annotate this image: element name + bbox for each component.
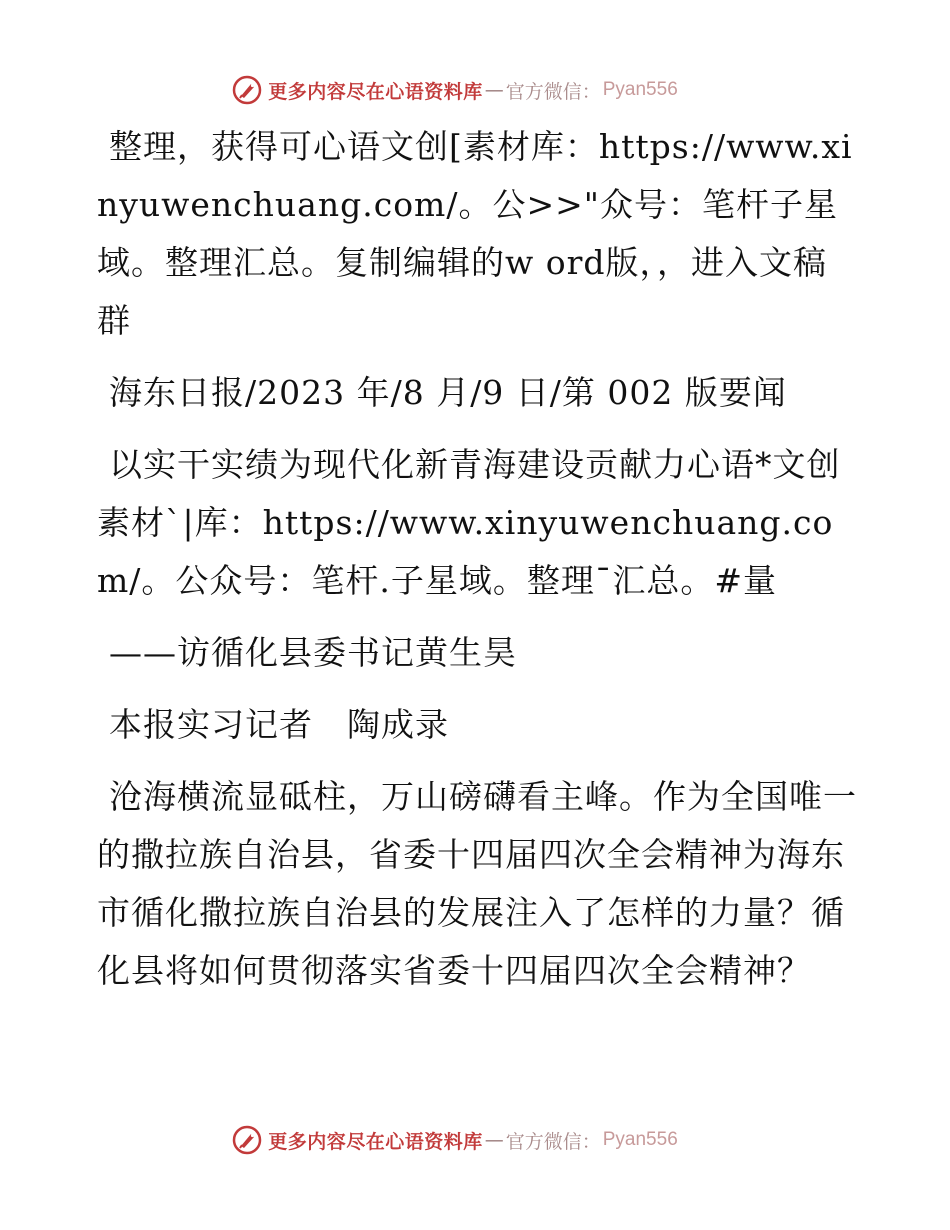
lead-paragraph: 沧海横流显砥柱，万山磅礴看主峰。作为全国唯一的撒拉族自治县，省委十四届四次全会精神为海东市循化撒拉族自治县的发展注入了怎样的力量？循化县将如何贯彻落实省委十四届四次全会精神？ xyxy=(97,777,857,990)
byline: 本报实习记者 陶成录 xyxy=(109,705,449,744)
footer-wechat-id: Pyan556 xyxy=(602,1129,678,1150)
banner-site-text: 更多内容尽在心语资料库 xyxy=(268,80,483,103)
footer-banner xyxy=(0,1120,950,1160)
banner-dash: — xyxy=(484,79,504,101)
subtitle: ——访循化县委书记黄生昊 xyxy=(109,633,517,672)
banner-wechat-id: Pyan556 xyxy=(602,79,678,100)
headline-block: 以实干实绩为现代化新青海建设贡献力心语*文创素材`|库：https://www.xinyuwenchuang.com/。公众号：笔杆.子星域。整理¯汇总。#量 xyxy=(97,445,841,600)
footer-wechat-label: 官方微信： xyxy=(505,1130,601,1153)
footer-dash: — xyxy=(484,1129,504,1151)
footer-site-text: 更多内容尽在心语资料库 xyxy=(268,1130,483,1153)
dateline: 海东日报/2023 年/8 月/9 日/第 002 版要闻 xyxy=(109,373,787,412)
banner-wechat-label: 官方微信： xyxy=(505,80,601,103)
intro-block: 整理，获得可心语文创[素材库：https://www.xinyuwenchuang.com/。公>>"众号：笔杆子星域。整理汇总。复制编辑的w ord版，，进入文稿群 xyxy=(97,127,853,340)
article-body xyxy=(97,118,857,1014)
header-banner xyxy=(0,70,950,110)
pen-nib-logo-icon xyxy=(232,1125,262,1155)
pen-nib-logo-icon xyxy=(232,75,262,105)
